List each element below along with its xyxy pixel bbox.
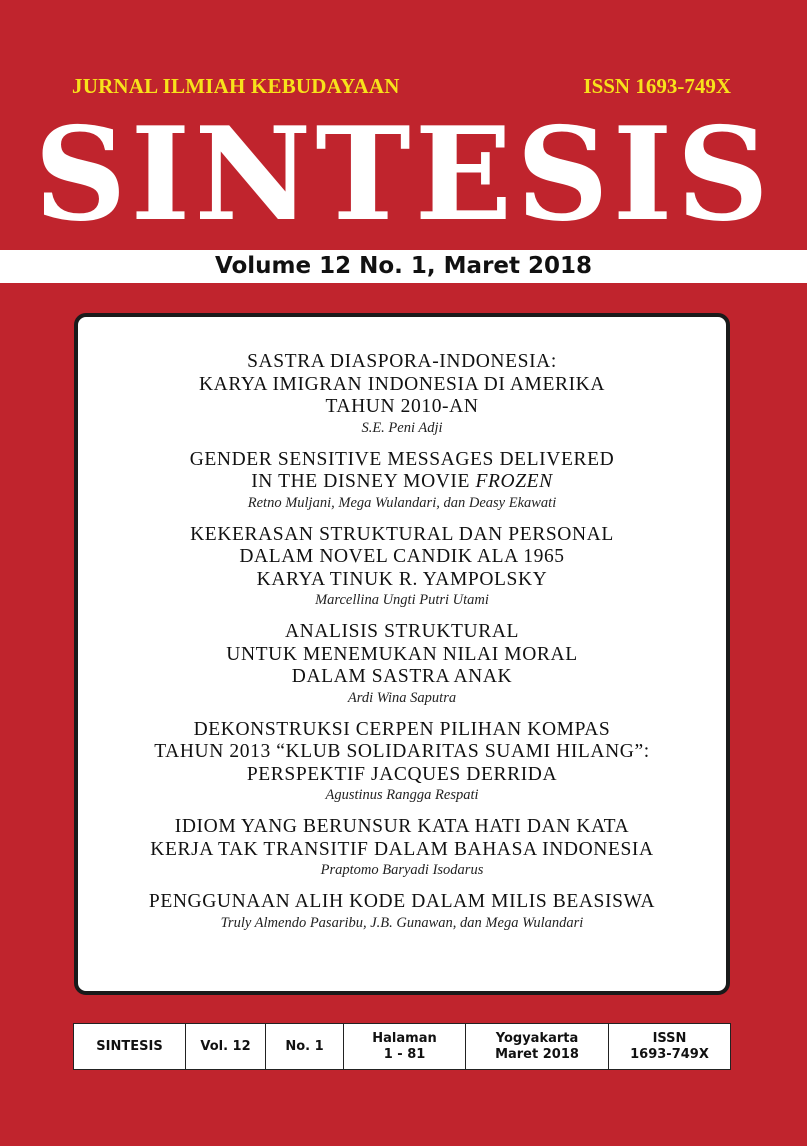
publication-info-table <box>73 1023 731 1070</box>
article-title: KEKERASAN STRUKTURAL DAN PERSONAL DALAM NOVEL CANDIK ALA 1965 KARYA TINUK R. YAMPOLSKY <box>190 523 614 590</box>
article-5 <box>78 719 726 805</box>
info-cell-pages <box>344 1024 466 1069</box>
article-6 <box>78 816 726 879</box>
table-of-contents <box>74 313 730 995</box>
info-cell-issn <box>609 1024 730 1069</box>
info-issn-label: ISSN <box>652 1030 687 1046</box>
article-author: Retno Muljani, Mega Wulandari, dan Deasy Ekawati <box>247 494 557 511</box>
article-title: SASTRA DIASPORA-INDONESIA: KARYA IMIGRAN INDONESIA DI AMERIKA TAHUN 2010-AN <box>198 351 606 417</box>
article-title: IDIOM YANG BERUNSUR KATA HATI DAN KATA KERJA TAK TRANSITIF DALAM BAHASA INDONESIA <box>150 816 654 860</box>
article-title-emphasis: FROZEN <box>475 471 553 492</box>
info-pages-label: Halaman <box>372 1030 437 1046</box>
volume-info: Volume 12 No. 1, Maret 2018 <box>214 253 593 279</box>
info-pages-value: 1 - 81 <box>383 1046 426 1062</box>
info-issn-value: 1693-749X <box>630 1046 709 1062</box>
article-1 <box>78 351 726 437</box>
info-date: Maret 2018 <box>495 1046 579 1062</box>
article-title: ANALISIS STRUKTURAL UNTUK MENEMUKAN NILAI MORAL DALAM SASTRA ANAK <box>226 621 578 687</box>
issn-header: ISSN 1693-749X <box>583 74 731 98</box>
info-cell-journal <box>74 1024 186 1069</box>
info-cell-volume <box>186 1024 266 1069</box>
info-place: Yogyakarta <box>495 1030 579 1046</box>
article-author: Truly Almendo Pasaribu, J.B. Gunawan, dan Mega Wulandari <box>220 914 584 931</box>
article-title-text: GENDER SENSITIVE MESSAGES DELIVERED IN THE DISNEY MOVIE <box>189 448 615 492</box>
article-title <box>78 449 726 494</box>
article-3 <box>78 524 726 610</box>
info-journal: SINTESIS <box>96 1038 163 1054</box>
info-cell-place-date <box>466 1024 609 1069</box>
article-author: S.E. Peni Adji <box>361 419 443 436</box>
article-2 <box>78 449 726 512</box>
journal-title: SINTESIS <box>34 100 773 250</box>
article-title: DEKONSTRUKSI CERPEN PILIHAN KOMPAS TAHUN 2013 “KLUB SOLIDARITAS SUAMI HILANG”: PERSPEKTIF JACQUES DERRIDA <box>154 718 650 785</box>
article-title: PENGGUNAAN ALIH KODE DALAM MILIS BEASISWA <box>148 891 656 912</box>
article-author: Praptomo Baryadi Isodarus <box>320 862 484 878</box>
article-4 <box>78 621 726 707</box>
info-cell-number <box>266 1024 344 1069</box>
journal-name: JURNAL ILMIAH KEBUDAYAAN <box>72 74 400 98</box>
article-author: Agustinus Rangga Respati <box>325 787 479 803</box>
info-volume: Vol. 12 <box>200 1038 251 1054</box>
info-number: No. 1 <box>285 1038 324 1054</box>
article-7 <box>78 891 726 932</box>
article-author: Marcellina Ungti Putri Utami <box>315 592 489 608</box>
article-author: Ardi Wina Saputra <box>347 689 457 706</box>
